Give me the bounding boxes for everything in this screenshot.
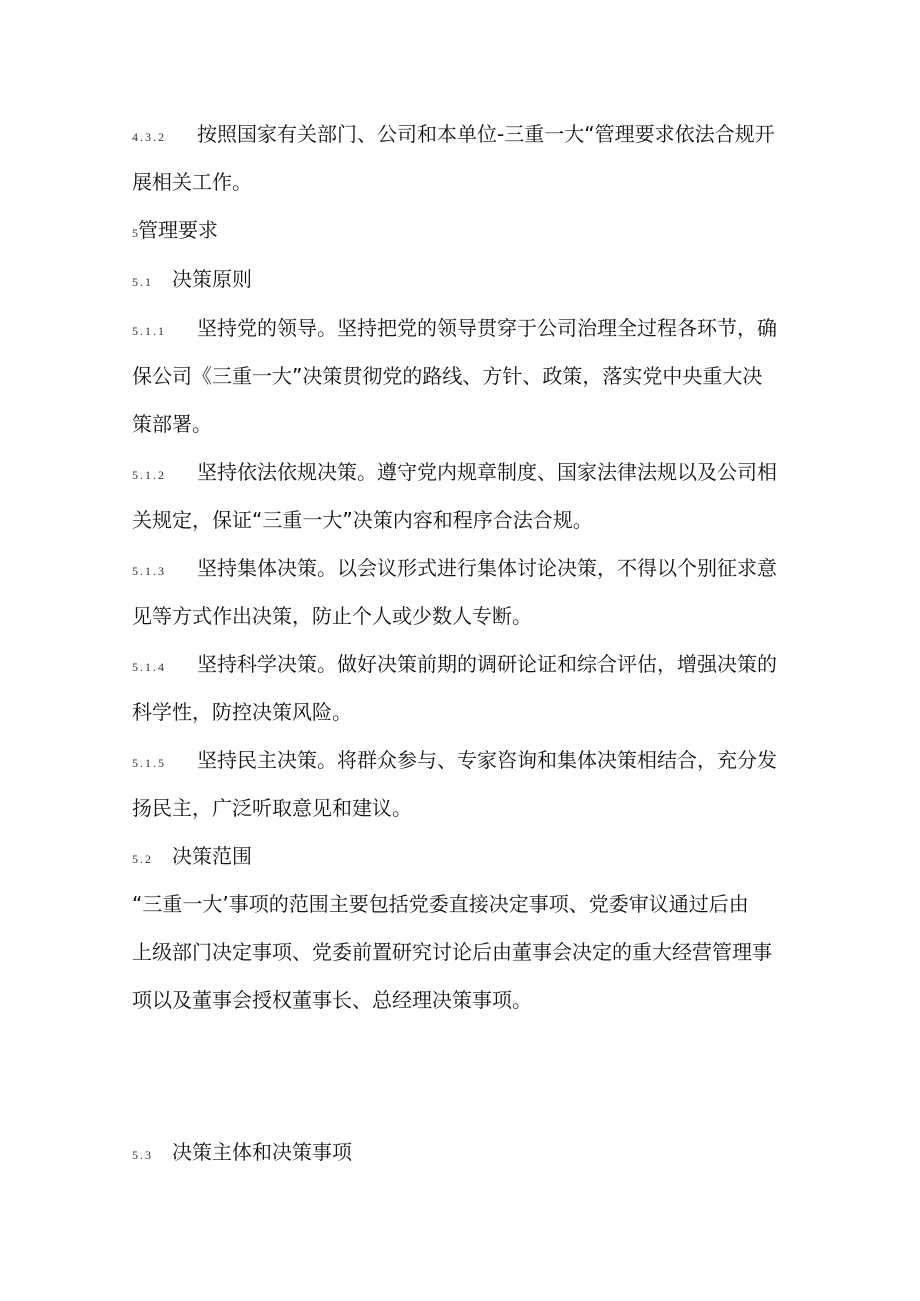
paragraph-line: 保公司《三重一大”决策贯彻党的路线、方针、政策，落实党中央重大决 xyxy=(132,364,763,388)
paragraph-line: 科学性，防控决策风险。 xyxy=(132,700,352,724)
paragraph-5-1-1 xyxy=(132,304,792,448)
paragraph-scope xyxy=(132,880,792,1024)
paragraph-line: 坚持科学决策。做好决策前期的调研论证和综合评估，增强决策的 xyxy=(197,652,777,676)
section-heading-5-2 xyxy=(132,832,792,880)
paragraph-line: 关规定，保证“三重一大”决策内容和程序合法合规。 xyxy=(132,508,593,532)
section-title: 管理要求 xyxy=(138,218,218,242)
paragraph-5-1-3 xyxy=(132,544,792,640)
paragraph-line: 见等方式作出决策，防止个人或少数人专断。 xyxy=(132,604,532,628)
paragraph-line: 坚持集体决策。以会议形式进行集体讨论决策，不得以个别征求意 xyxy=(197,556,777,580)
section-number: 4.3.2 xyxy=(132,130,166,144)
paragraph-line: 坚持民主决策。将群众参与、专家咨询和集体决策相结合，充分发 xyxy=(197,748,777,772)
section-number: 5.1 xyxy=(132,275,153,289)
paragraph-5-1-5 xyxy=(132,736,792,832)
section-number: 5.1.5 xyxy=(132,756,166,770)
section-number: 5 xyxy=(132,226,138,240)
section-number: 5.1.2 xyxy=(132,468,166,482)
section-heading-5-3 xyxy=(132,1128,792,1176)
paragraph-line: 上级部门决定事项、党委前置研究讨论后由董事会决定的重大经营管理事 xyxy=(132,940,772,964)
section-title: 决策范围 xyxy=(172,844,252,868)
section-number: 5.1.4 xyxy=(132,660,166,674)
paragraph-line: 坚持党的领导。坚持把党的领导贯穿于公司治理全过程各环节，确 xyxy=(197,316,777,340)
paragraph-line: 展相关工作。 xyxy=(132,170,252,194)
section-title: 决策原则 xyxy=(172,267,252,291)
paragraph-line: “三重一大’事项的范围主要包括党委直接决定事项、党委审议通过后由 xyxy=(132,892,749,916)
paragraph-line: 按照国家有关部门、公司和本单位-三重一大“管理要求依法合规开 xyxy=(197,122,775,146)
section-number: 5.1.3 xyxy=(132,564,166,578)
section-number: 5.2 xyxy=(132,852,153,866)
section-number: 5.3 xyxy=(132,1148,153,1162)
paragraph-line: 扬民主，广泛听取意见和建议。 xyxy=(132,796,412,820)
section-heading-5 xyxy=(132,206,792,254)
section-number: 5.1.1 xyxy=(132,324,166,338)
paragraph-4-3-2 xyxy=(132,110,792,206)
section-heading-5-1 xyxy=(132,255,792,303)
paragraph-5-1-4 xyxy=(132,640,792,736)
paragraph-5-1-2 xyxy=(132,448,792,544)
paragraph-line: 策部署。 xyxy=(132,412,212,436)
paragraph-line: 坚持依法依规决策。遵守党内规章制度、国家法律法规以及公司相 xyxy=(197,460,777,484)
section-title: 决策主体和决策事项 xyxy=(172,1140,352,1164)
paragraph-line: 项以及董事会授权董事长、总经理决策事项。 xyxy=(132,988,532,1012)
